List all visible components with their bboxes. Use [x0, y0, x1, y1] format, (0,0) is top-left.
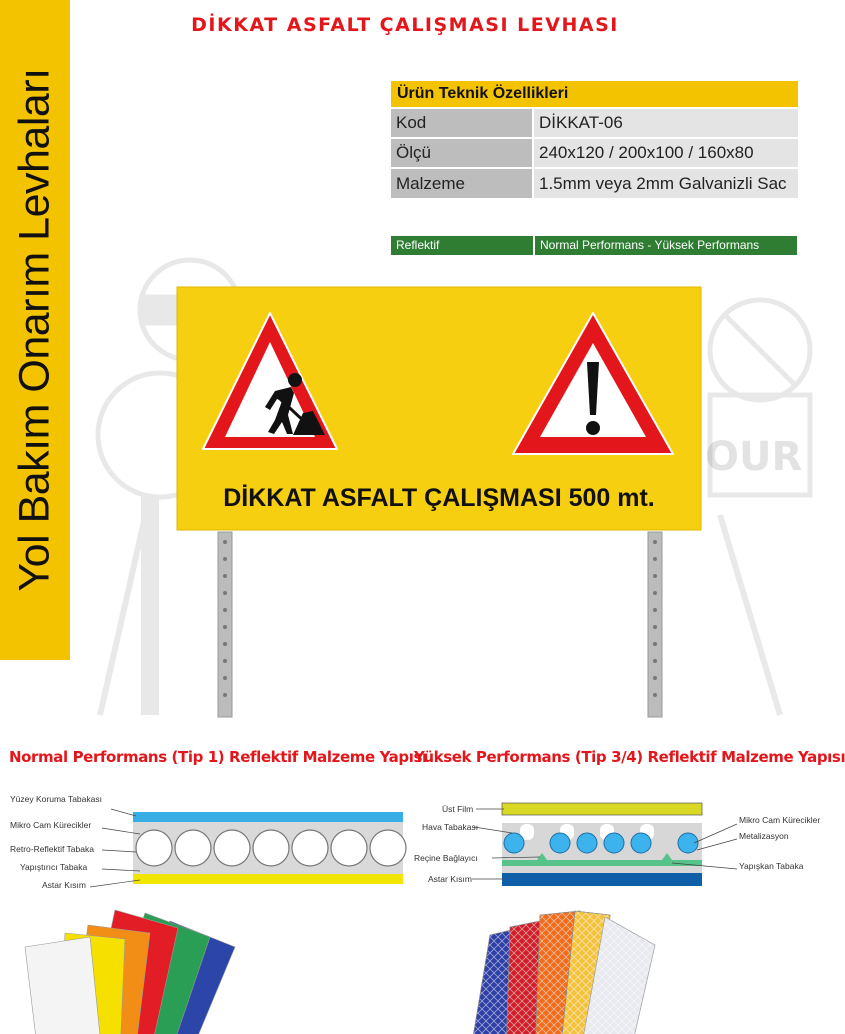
label-microglass: Mikro Cam Kürecikler [739, 815, 821, 825]
label-leaders [90, 809, 140, 887]
spec-value-olcu: 240x120 / 200x100 / 160x80 [533, 138, 798, 168]
spec-key-malzeme: Malzeme [391, 168, 533, 198]
spec-key-kod: Kod [391, 108, 533, 138]
spec-key-olcu: Ölçü [391, 138, 533, 168]
high-performance-diagram [412, 790, 821, 895]
layer-primer-blue [502, 873, 702, 886]
bg-brace-right [720, 515, 780, 715]
label-adhesive: Yapıştırıcı Tabaka [20, 862, 88, 872]
layer-top-film [502, 803, 702, 815]
spec-value-malzeme: 1.5mm veya 2mm Galvanizli Sac [533, 168, 798, 198]
side-banner [0, 0, 70, 660]
side-banner-text: Yol Bakım Onarım Levhaları [10, 68, 59, 592]
label-adhesive-right: Yapışkan Tabaka [739, 861, 804, 871]
label-primer: Astar Kısım [42, 880, 86, 890]
label-beads: Mikro Cam Kürecikler [10, 820, 92, 830]
label-surface: Yüzey Koruma Tabakası [10, 794, 102, 804]
label-resin: Reçine Bağlayıcı [414, 853, 478, 863]
high-performance-heading: Yüksek Performans (Tip 3/4) Reflektif Malzeme Yapısı [414, 748, 845, 766]
label-primer-right: Astar Kısım [428, 874, 472, 884]
spec-table-header: Ürün Teknik Özellikleri [391, 80, 798, 108]
bg-partial-text: OUR [705, 434, 803, 480]
table-row [391, 108, 798, 138]
page-title: DİKKAT ASFALT ÇALIŞMASI LEVHASI [191, 14, 619, 36]
layer-primer [133, 874, 403, 884]
pole-holes [223, 540, 657, 697]
road-sign-illustration [175, 287, 703, 722]
spec-value-kod: DİKKAT-06 [533, 108, 798, 138]
table-row [391, 138, 798, 168]
normal-reflective-swatches [10, 905, 250, 1034]
label-metalization: Metalizasyon [739, 831, 789, 841]
reflective-key: Reflektif [391, 236, 533, 255]
high-reflective-swatches [430, 905, 670, 1034]
normal-performance-diagram [8, 790, 406, 895]
spec-table [391, 79, 798, 198]
label-air: Hava Tabakası [422, 822, 479, 832]
normal-performance-heading: Normal Performans (Tip 1) Reflektif Malzeme Yapısı [9, 748, 427, 766]
sign-text: DİKKAT ASFALT ÇALIŞMASI 500 mt. [223, 484, 655, 512]
swatch-white [25, 937, 102, 1034]
label-retro: Retro-Reflektif Tabaka [10, 844, 94, 854]
reflective-row [391, 236, 797, 255]
table-row [391, 168, 798, 198]
label-top-film: Üst Film [442, 804, 474, 814]
reflective-value: Normal Performans - Yüksek Performans [535, 236, 797, 255]
layer-surface [133, 812, 403, 822]
bg-slash [725, 315, 795, 385]
